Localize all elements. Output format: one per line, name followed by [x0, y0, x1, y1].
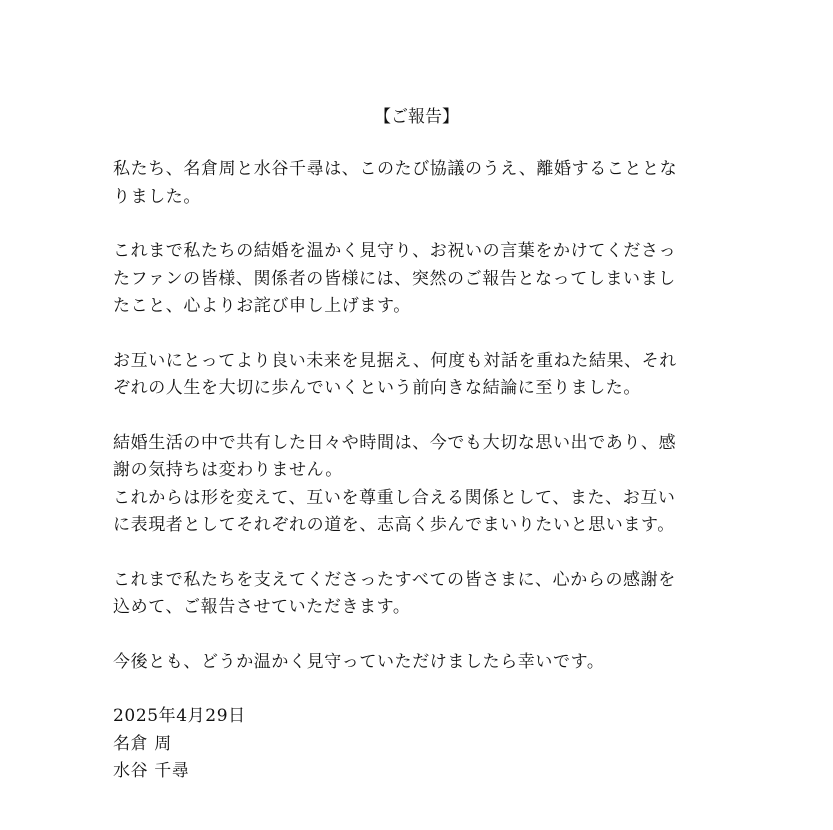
closing-block [113, 703, 723, 786]
paragraph-line: りました。 [113, 186, 201, 207]
paragraph-line: たファンの皆様、関係者の皆様には、突然のご報告となってしまいまし [113, 268, 676, 289]
paragraph-line: 結婚生活の中で共有した日々や時間は、今でも大切な思い出であり、感 [113, 432, 677, 453]
paragraph-thanks [113, 567, 723, 622]
paragraph-line: これからは形を変えて、互いを尊重し合える関係として、また、お互い [113, 487, 676, 508]
paragraph-line: これまで私たちの結婚を温かく見守り、お祝いの言葉をかけてくださっ [113, 241, 677, 261]
date-line: 2025年4月29日 [113, 706, 246, 726]
paragraph-reason [113, 348, 723, 403]
paragraph-line: たこと、心よりお詫び申し上げます。 [113, 296, 411, 316]
paragraph-line: ぞれの人生を大切に歩んでいくという前向きな結論に至りました。 [113, 378, 641, 398]
paragraph-announcement [113, 156, 723, 211]
paragraph-line: これまで私たちを支えてくださったすべての皆さまに、心からの感謝を [113, 569, 676, 590]
paragraph-line: 私たち、名倉周と水谷千尋は、このたび協議のうえ、離婚することとな [113, 159, 678, 179]
paragraph-line: お互いにとってより良い未来を見据え、何度も対話を重ねた結果、それ [113, 350, 677, 371]
document-title: 【ご報告】 [374, 107, 459, 127]
signature-name: 名倉 周 [113, 733, 172, 754]
paragraph-request [113, 649, 723, 677]
signature-name: 水谷 千尋 [113, 761, 190, 781]
paragraph-apology [113, 238, 723, 321]
document-body [113, 156, 723, 786]
paragraph-gratitude-future [113, 430, 723, 540]
paragraph-line: に表現者としてそれぞれの道を、志高く歩んでまいりたいと思います。 [113, 515, 675, 535]
paragraph-line: 今後とも、どうか温かく見守っていただけましたら幸いです。 [113, 651, 605, 672]
paragraph-line: 込めて、ご報告させていただきます。 [113, 597, 411, 617]
paragraph-line: 謝の気持ちは変わりません。 [113, 460, 343, 480]
